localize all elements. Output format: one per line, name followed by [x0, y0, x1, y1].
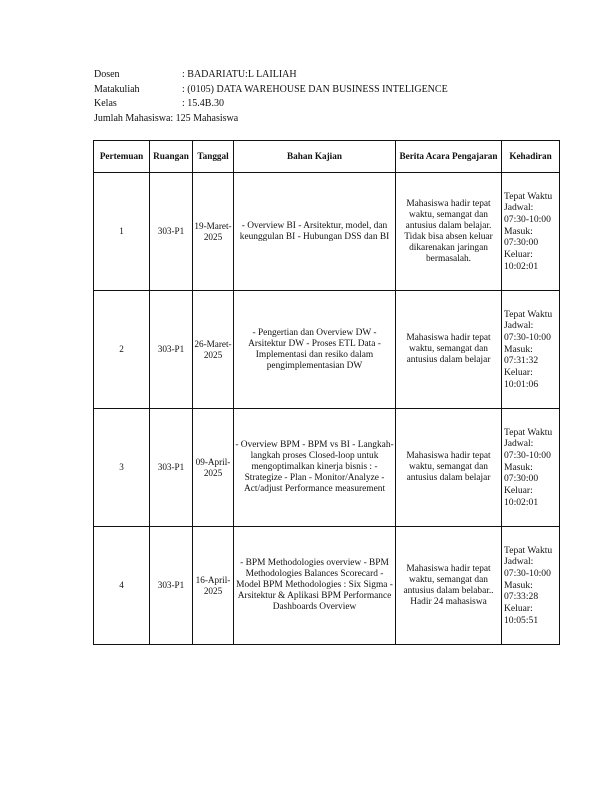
course-info [94, 68, 448, 126]
info-label: Kelas [94, 98, 117, 109]
cell-tanggal: 09-April-2025 [193, 409, 234, 527]
table-row [94, 173, 560, 291]
cell-bahan-kajian: - Overview BPM - BPM vs BI - Langkah-langkah proses Closed-loop untuk mengoptimalkan kinerja bisnis : - Strategize - Plan - Monitor/Analyze - Act/adjust Performance measurement [234, 409, 396, 527]
info-label: Dosen [94, 69, 120, 80]
info-value: : (0105) DATA WAREHOUSE DAN BUSINESS INTELIGENCE [182, 83, 448, 95]
info-row-dosen [94, 68, 448, 83]
header-ruangan: Ruangan [150, 141, 193, 173]
cell-tanggal: 16-April-2025 [193, 527, 234, 645]
cell-kehadiran: Tepat Waktu Jadwal: 07:30-10:00 Masuk: 07:33:28 Keluar: 10:05:51 [502, 527, 560, 645]
cell-pertemuan: 3 [94, 409, 150, 527]
cell-berita-acara: Mahasiswa hadir tepat waktu, semangat dan antusius dalam belajar [396, 409, 502, 527]
cell-pertemuan: 4 [94, 527, 150, 645]
cell-pertemuan: 2 [94, 291, 150, 409]
header-kehadiran: Kehadiran [502, 141, 560, 173]
cell-ruangan: 303-P1 [150, 173, 193, 291]
cell-ruangan: 303-P1 [150, 409, 193, 527]
header-berita-acara: Berita Acara Pengajaran [396, 141, 502, 173]
info-value: : 125 Mahasiswa [170, 112, 239, 124]
cell-kehadiran: Tepat Waktu Jadwal: 07:30-10:00 Masuk: 07:30:00 Keluar: 10:02:01 [502, 409, 560, 527]
cell-bahan-kajian: - BPM Methodologies overview - BPM Methodologies Balances Scorecard - Model BPM Methodologies : Six Sigma - Arsitektur & Aplikasi BPM Performance Dashboards Overview [234, 527, 396, 645]
cell-bahan-kajian: - Overview BI - Arsitektur, model, dan keunggulan BI - Hubungan DSS dan BI [234, 173, 396, 291]
cell-tanggal: 19-Maret-2025 [193, 173, 234, 291]
header-tanggal: Tanggal [193, 141, 234, 173]
cell-ruangan: 303-P1 [150, 527, 193, 645]
cell-tanggal: 26-Maret-2025 [193, 291, 234, 409]
cell-berita-acara: Mahasiswa hadir tepat waktu, semangat dan antusius dalam belajar. Tidak bisa absen keluar dikarenakan jaringan bermasalah. [396, 173, 502, 291]
info-label: Matakuliah [94, 83, 140, 95]
cell-pertemuan: 1 [94, 173, 150, 291]
header-pertemuan: Pertemuan [94, 141, 150, 173]
cell-berita-acara: Mahasiswa hadir tepat waktu, semangat dan antusius dalam belabar.. Hadir 24 mahasiswa [396, 527, 502, 645]
cell-bahan-kajian: - Pengertian dan Overview DW - Arsitektur DW - Proses ETL Data - Implementasi dan resiko dalam pengimplementasian DW [234, 291, 396, 409]
header-bahan-kajian: Bahan Kajian [234, 141, 396, 173]
cell-kehadiran: Tepat Waktu Jadwal: 07:30-10:00 Masuk: 07:30:00 Keluar: 10:02:01 [502, 173, 560, 291]
info-row-matakuliah [94, 83, 448, 98]
cell-berita-acara: Mahasiswa hadir tepat waktu, semangat dan antusius dalam belajar [396, 291, 502, 409]
cell-ruangan: 303-P1 [150, 291, 193, 409]
info-row-jumlah-mahasiswa [94, 112, 448, 127]
info-row-kelas [94, 97, 448, 112]
info-value: : 15.4B.30 [182, 98, 224, 109]
info-label: Jumlah Mahasiswa [94, 112, 171, 124]
attendance-table [93, 140, 560, 645]
table-row [94, 291, 560, 409]
table-row [94, 527, 560, 645]
cell-kehadiran: Tepat Waktu Jadwal: 07:30-10:00 Masuk: 07:31:32 Keluar: 10:01:06 [502, 291, 560, 409]
info-value: : BADARIATU:L LAILIAH [182, 69, 297, 80]
table-row [94, 409, 560, 527]
table-header-row [94, 141, 560, 173]
